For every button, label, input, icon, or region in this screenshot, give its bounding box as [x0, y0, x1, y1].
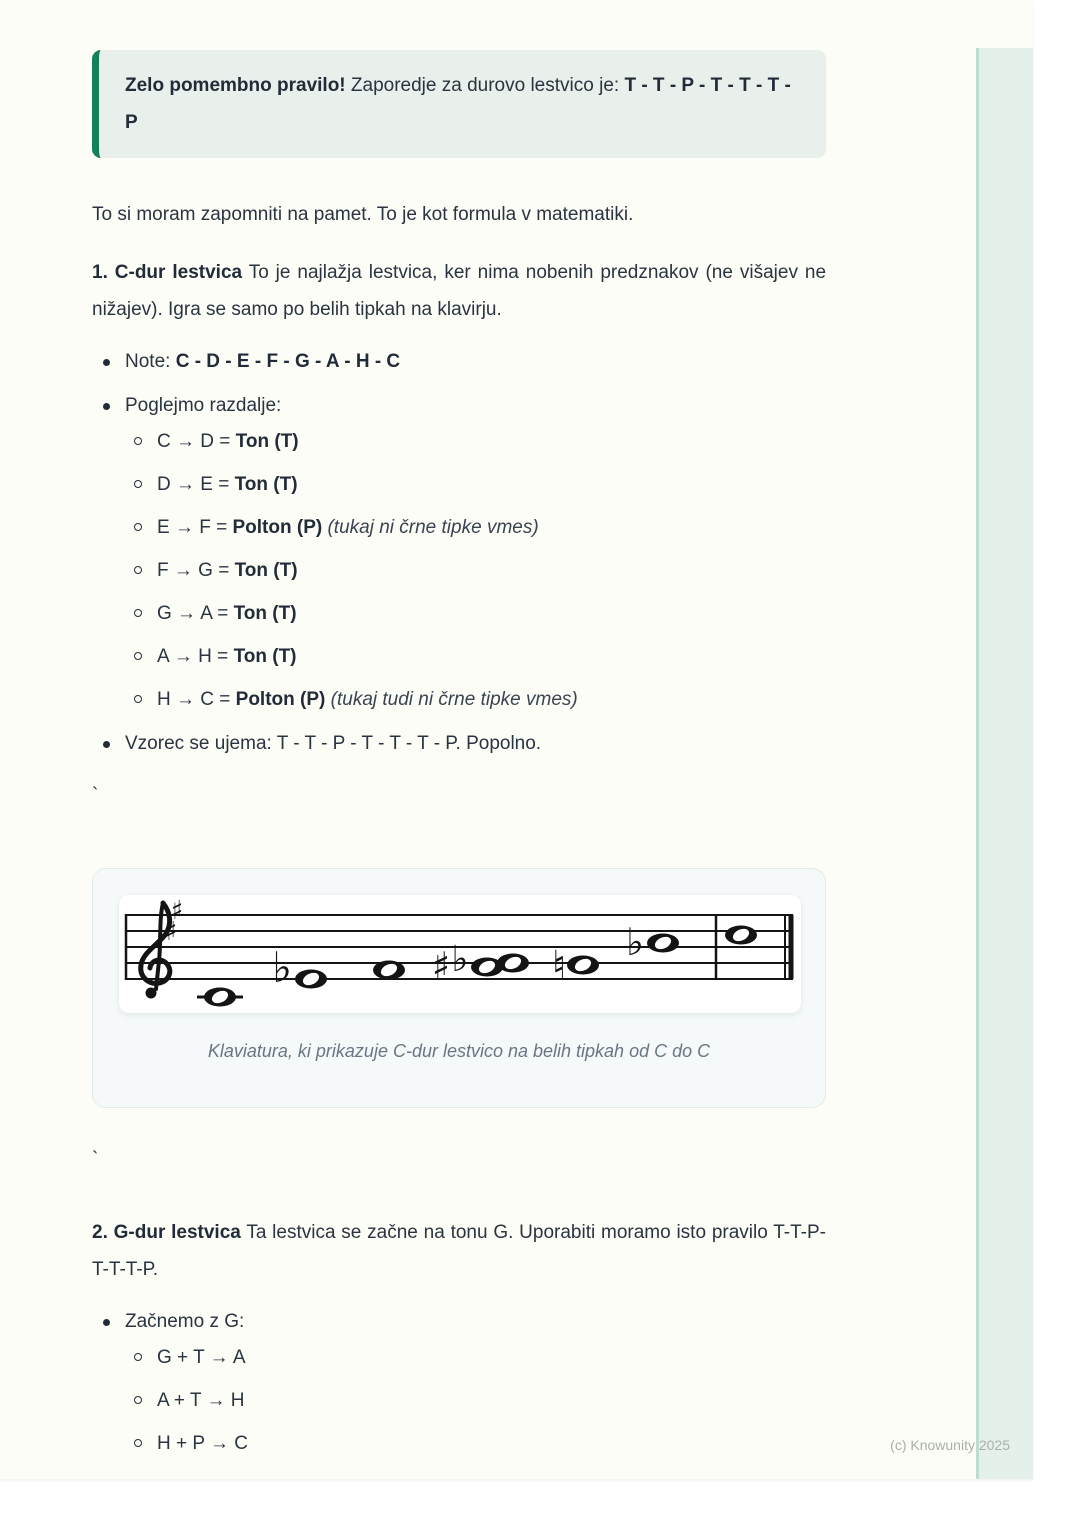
interval-value: Ton (T) [233, 603, 297, 624]
section-2-heading: 2. G-dur lestvica [92, 1222, 241, 1243]
interval-value: Polton (P) [235, 689, 326, 710]
whole-note [204, 988, 236, 1007]
interval-row [125, 686, 826, 714]
section-2-body: Ta lestvica se začne na tonu G. Uporabiti moramo isto pravilo T-T-P-T-T-T-P. [92, 1222, 826, 1280]
list-item-notes [92, 348, 826, 376]
stray-backtick: ` [92, 1149, 99, 1170]
interval-from: G → A = [157, 603, 234, 624]
interval-note: (tukaj ni črne tipke vmes) [327, 517, 539, 538]
notes-label: Note: [125, 351, 176, 372]
c-dur-bullet-list [92, 348, 826, 758]
whole-note [725, 926, 757, 945]
interval-row [125, 514, 826, 542]
interval-from: E → F = [157, 517, 233, 538]
list-item-distances [92, 392, 826, 714]
interval-row [125, 471, 826, 499]
interval-from: C → D = [157, 431, 236, 452]
flat-icon: ♭ [626, 920, 644, 964]
interval-row [125, 643, 826, 671]
start-g-label: Začnemo z G: [125, 1311, 245, 1332]
interval-row [125, 428, 826, 456]
interval-row [125, 557, 826, 585]
intervals-sub-list [125, 428, 826, 714]
interval-value: Polton (P) [232, 517, 323, 538]
natural-icon: ♮ [551, 943, 567, 989]
notes-sequence: C - D - E - F - G - A - H - C [175, 351, 401, 372]
interval-from: H → C = [157, 689, 236, 710]
side-stripe [976, 48, 1033, 1479]
callout-text [125, 67, 800, 141]
copyright-footer: (c) Knowunity 2025 [890, 1437, 1010, 1453]
whole-note [373, 961, 405, 980]
document-content [92, 0, 826, 1474]
list-item-pattern: Vzorec se ujema: T - T - P - T - T - T - P. Popolno. [92, 730, 826, 758]
interval-from: D → E = [157, 474, 235, 495]
section-1-body: To je najlažja lestvica, ker nima nobenih predznakov (ne višajev ne nižajev). Igra se samo po belih tipkah na klavirju. [92, 262, 827, 320]
sharp-icon: ♯ [431, 944, 451, 988]
g-step-row: A + T → H [125, 1387, 826, 1415]
flat-icon: ♭ [272, 943, 292, 992]
section-2-paragraph [92, 1214, 826, 1288]
whole-note [647, 934, 679, 953]
section-1-paragraph [92, 254, 826, 328]
interval-value: Ton (T) [234, 474, 298, 495]
whole-note [295, 970, 327, 989]
g-step-row: G + T → A [125, 1344, 826, 1372]
sharp-icon: ♯ [170, 896, 184, 926]
callout-bold-lead: Zelo pomembno pravilo! [125, 75, 346, 96]
figure-caption: Klaviatura, ki prikazuje C-dur lestvico na belih tipkah od C do C [207, 1041, 711, 1061]
interval-row [125, 600, 826, 628]
intro-paragraph: To si moram zapomniti na pamet. To je kot formula v matematiki. [92, 204, 634, 225]
list-item-start-g [92, 1308, 826, 1458]
interval-from: F → G = [157, 560, 235, 581]
interval-value: Ton (T) [233, 646, 297, 667]
notation-figure-card [92, 868, 826, 1108]
flat-icon: ♭ [451, 939, 469, 980]
interval-value: Ton (T) [235, 431, 299, 452]
interval-value: Ton (T) [234, 560, 298, 581]
important-rule-callout [92, 50, 826, 158]
staff-image-panel [119, 895, 801, 1013]
distances-label: Poglejmo razdalje: [125, 395, 282, 416]
interval-note: (tukaj tudi ni črne tipke vmes) [330, 689, 578, 710]
g-dur-bullet-list [92, 1308, 826, 1458]
callout-body: Zaporedje za durovo lestvico je: [345, 75, 625, 96]
stray-backtick: ` [92, 785, 99, 806]
callout-sequence: T - T - P - T - T - T - P [125, 75, 791, 133]
g-step-row: H + P → C [125, 1430, 826, 1458]
interval-from: A → H = [157, 646, 234, 667]
section-1-heading: 1. C-dur lestvica [92, 262, 243, 283]
whole-note [497, 954, 529, 973]
musical-staff-icon [119, 895, 801, 1013]
sharp-icon: ♯ [164, 917, 178, 947]
whole-note [567, 956, 599, 975]
